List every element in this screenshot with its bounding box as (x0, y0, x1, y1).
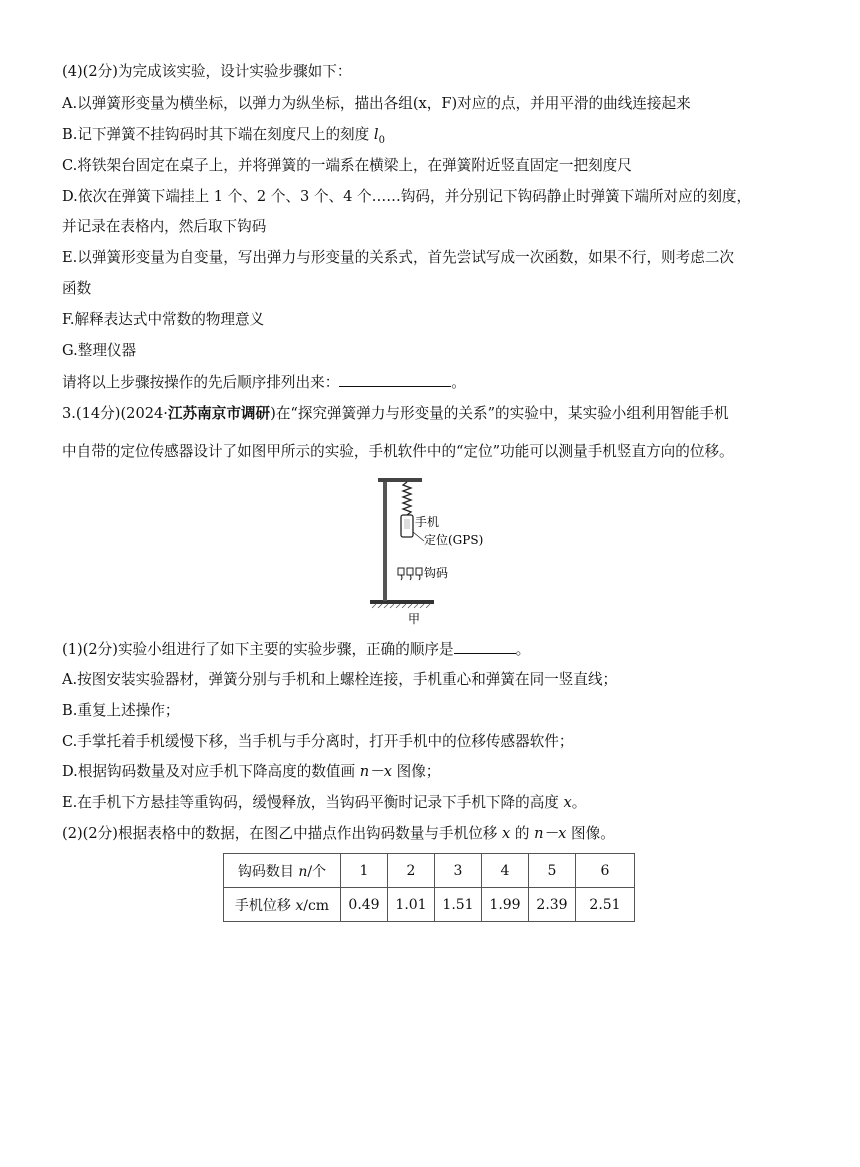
q4-step-b-var: l (373, 126, 379, 143)
q3-step-e-text: E.在手机下方悬挂等重钩码，缓慢释放，当钩码平衡时记录下手机下降的高度 (62, 794, 564, 811)
q3-step-d-text: D.根据钩码数量及对应手机下降高度的数值画 (62, 763, 360, 780)
q3-part2-text: (2)(2分)根据表格中的数据，在图乙中描点作出钩码数量与手机位移 (62, 825, 503, 842)
q4-intro: (4)(2分)为完成该实验，设计实验步骤如下： (62, 63, 352, 80)
table-cell: 1 (341, 854, 388, 888)
q3-source: 江苏南京市调研 (167, 406, 271, 422)
q4-ask-end: 。 (451, 374, 466, 391)
table-cell: 1.01 (388, 888, 435, 922)
table-row-x (224, 888, 635, 922)
q3-step-e (62, 793, 586, 813)
q3-part2 (62, 824, 615, 844)
q4-step-b (62, 125, 385, 151)
header-n-unit: /个 (307, 863, 327, 880)
q4-step-e-line2: 函数 (62, 280, 92, 297)
gps-label: 定位(GPS) (424, 533, 484, 547)
table-cell: 1.51 (435, 888, 482, 922)
table-cell: 2 (388, 854, 435, 888)
q3-step-e-end: 。 (571, 794, 587, 811)
q4-step-d-line2: 并记录在表格内，然后取下钩码 (62, 218, 267, 235)
q4-ask-text: 请将以上步骤按操作的先后顺序排列出来： (62, 374, 340, 391)
q3-heading (62, 404, 729, 424)
table-cell: 4 (482, 854, 529, 888)
weights (398, 568, 422, 580)
q4-step-f: F.解释表达式中常数的物理意义 (62, 311, 265, 328)
q4-ask (62, 372, 466, 393)
header-x-text: 手机位移 (234, 897, 296, 914)
table-cell: 2.51 (576, 888, 635, 922)
q4-step-b-text: B.记下弹簧不挂钩码时其下端在刻度尺上的刻度 (62, 126, 374, 143)
q3-part1-answer-blank[interactable] (454, 639, 516, 654)
spring (403, 482, 411, 515)
table-cell: 6 (576, 854, 635, 888)
q3-part1-text: (1)(2分)实验小组进行了如下主要的实验步骤，正确的顺序是 (62, 641, 454, 658)
q3-part2-mid: 的 (510, 825, 535, 842)
q4-step-a: A.以弹簧形变量为横坐标，以弹力为纵坐标，描出各组(x，F)对应的点，并用平滑的曲线连接起来 (62, 95, 691, 112)
gps-pointer (413, 532, 424, 541)
q4-answer-blank[interactable] (339, 372, 451, 387)
q3-number: 3.(14分)(2024· (62, 405, 168, 422)
data-table (223, 853, 635, 922)
table-cell: 5 (529, 854, 576, 888)
header-n-text: 钩码数目 (237, 863, 299, 880)
q3-step-d-end: 图像； (391, 763, 441, 780)
q4-step-g: G.整理仪器 (62, 342, 137, 359)
q3-step-a: A.按图安装实验器材，弹簧分别与手机和上螺栓连接，手机重心和弹簧在同一竖直线； (62, 671, 618, 688)
q3-part2-var2: n－x (534, 825, 567, 842)
phone-screen (404, 519, 410, 529)
q4-step-e-line1: E.以弹簧形变量为自变量，写出弹力与形变量的关系式，首先尝试写成一次函数，如果不行，则考虑二次 (62, 249, 735, 266)
q3-part2-end: 图像。 (566, 825, 615, 842)
base-hatching (372, 604, 430, 608)
stand-pole (383, 480, 387, 601)
q3-step-e-var: x (563, 794, 572, 811)
q3-heading-text: )在“探究弹簧弹力与形变量的关系”的实验中，某实验小组利用智能手机 (270, 405, 729, 422)
q3-part2-var1: x (502, 825, 511, 842)
table-header-x (224, 888, 341, 922)
q3-step-c: C.手掌托着手机缓慢下移，当手机与手分离时，打开手机中的位移传感器软件； (62, 733, 574, 750)
q4-step-b-sub: 0 (378, 134, 385, 146)
table-header-n (224, 854, 341, 888)
q3-step-b: B.重复上述操作； (62, 702, 180, 719)
table-cell: 3 (435, 854, 482, 888)
apparatus-figure (364, 474, 484, 626)
header-x-var: x (295, 897, 304, 914)
q4-step-d-line1: D.依次在弹簧下端挂上 1 个、2 个、3 个、4 个……钩码，并分别记下钩码静止时弹簧下端所对应的刻度， (62, 188, 752, 205)
q4-step-c: C.将铁架台固定在桌子上，并将弹簧的一端系在横梁上，在弹簧附近竖直固定一把刻度尺 (62, 157, 632, 174)
table-cell: 1.99 (482, 888, 529, 922)
q3-part1 (62, 639, 530, 660)
q3-step-d-var: n－x (359, 763, 392, 780)
header-x-unit: /cm (303, 897, 330, 914)
header-n-var: n (298, 863, 308, 880)
table-row-n (224, 854, 635, 888)
q3-part1-end: 。 (515, 641, 531, 658)
phone-label: 手机 (415, 515, 440, 529)
weights-label: 钩码 (424, 566, 449, 580)
q3-heading-line2: 中自带的定位传感器设计了如图甲所示的实验，手机软件中的“定位”功能可以测量手机竖直方向的位移。 (62, 443, 734, 460)
q3-step-d (62, 762, 440, 782)
stand-base (370, 600, 434, 604)
table-cell: 2.39 (529, 888, 576, 922)
crossbeam (378, 478, 422, 482)
table-cell: 0.49 (341, 888, 388, 922)
figure-caption: 甲 (408, 612, 421, 626)
